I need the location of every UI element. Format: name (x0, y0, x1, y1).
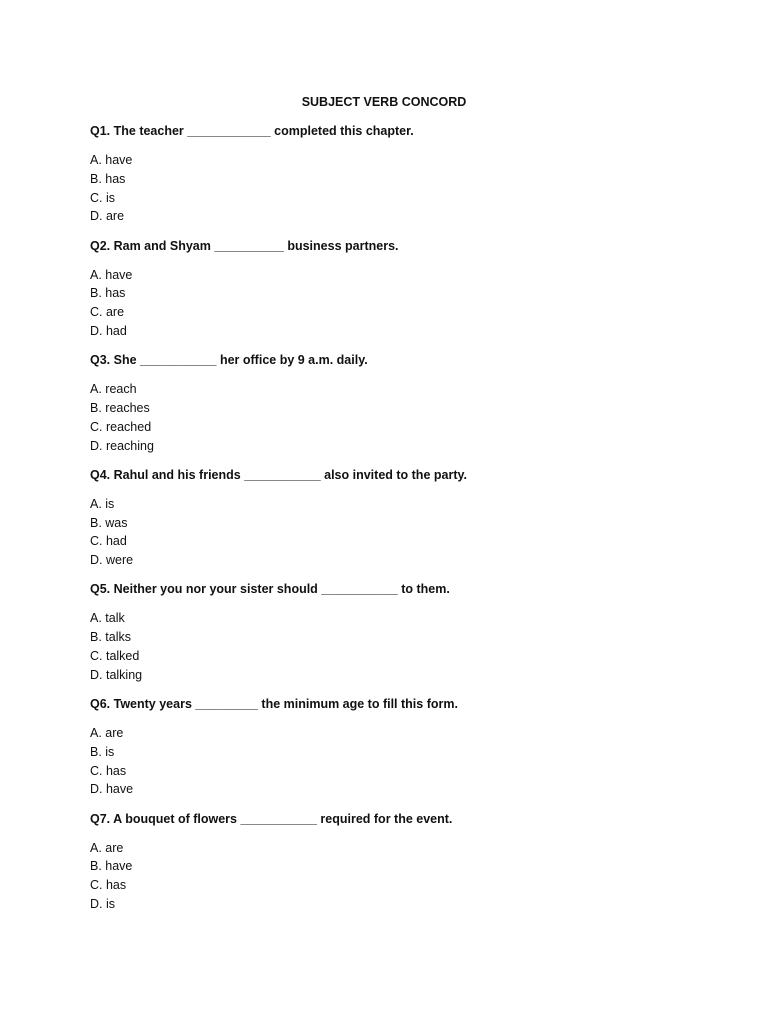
question-text: Q1. The teacher ____________ completed this chapter. (90, 124, 414, 138)
option-a: A. are (90, 725, 124, 740)
question-text: Q3. She ___________ her office by 9 a.m. daily. (90, 353, 368, 368)
option-b: B. reaches (90, 400, 150, 415)
question-text: Q5. Neither you nor your sister should ___________ to them. (90, 582, 450, 597)
question-text: Q2. Ram and Shyam __________ business partners. (90, 238, 399, 253)
question-list (90, 122, 710, 924)
option-c: C. has (90, 878, 127, 893)
question-3 (90, 351, 710, 466)
question-6 (90, 695, 710, 810)
question-5 (90, 580, 710, 695)
question-1 (90, 122, 710, 237)
option-a: A. talk (90, 611, 125, 626)
option-c: C. talked (90, 648, 140, 663)
question-2 (90, 237, 710, 352)
option-c: C. had (90, 534, 127, 549)
option-b: B. was (90, 515, 128, 530)
document-title: SUBJECT VERB CONCORD (301, 95, 467, 109)
option-c: C. reached (90, 419, 152, 434)
option-b: B. have (90, 859, 133, 874)
option-d: D. reaching (90, 438, 154, 453)
question-7 (90, 810, 710, 925)
question-text: Q4. Rahul and his friends ___________ also invited to the party. (90, 467, 467, 482)
option-d: D. are (90, 209, 125, 224)
option-c: C. is (90, 190, 115, 205)
option-c: C. has (90, 763, 127, 778)
question-text: Q6. Twenty years _________ the minimum age to fill this form. (90, 696, 458, 711)
option-a: A. reach (90, 382, 137, 397)
option-a: A. have (90, 267, 133, 282)
option-d: D. have (90, 782, 134, 797)
option-c: C. are (90, 305, 125, 320)
question-4 (90, 466, 710, 581)
option-d: D. had (90, 323, 127, 338)
option-a: A. have (90, 153, 133, 167)
option-b: B. is (90, 744, 115, 759)
option-b: B. has (90, 286, 126, 301)
option-d: D. talking (90, 667, 143, 682)
option-a: A. is (90, 496, 115, 511)
option-a: A. are (90, 840, 124, 855)
option-b: B. talks (90, 630, 131, 645)
option-d: D. were (90, 553, 134, 568)
question-text: Q7. A bouquet of flowers ___________ required for the event. (90, 811, 453, 826)
option-d: D. is (90, 896, 115, 911)
option-b: B. has (90, 171, 126, 186)
